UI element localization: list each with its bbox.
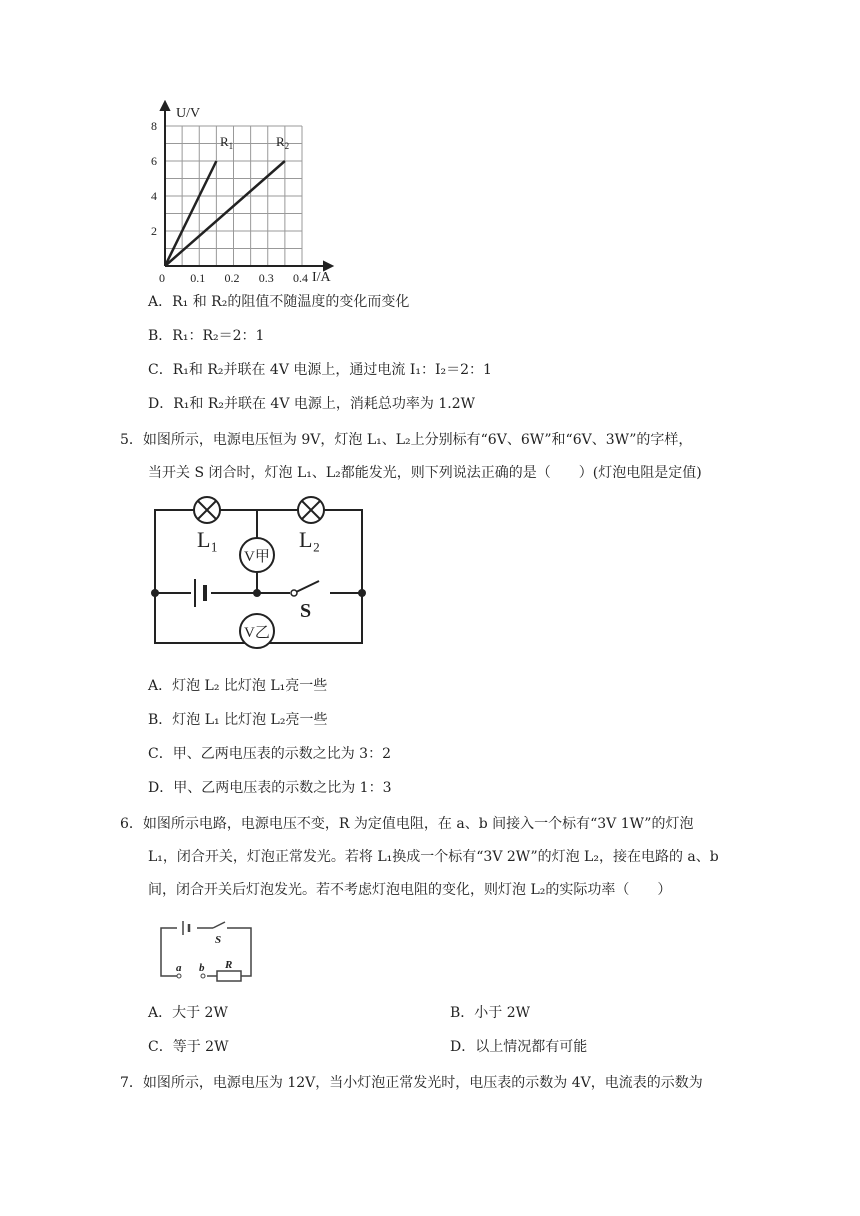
x-tick-label: 0.2 bbox=[224, 271, 240, 285]
voltmeter-yi-label: V乙 bbox=[244, 625, 270, 641]
q5-circuit-diagram bbox=[145, 495, 375, 653]
voltmeter-jia-label: V甲 bbox=[244, 549, 270, 565]
x-tick-label: 0.3 bbox=[258, 271, 274, 285]
q5-option-c[interactable]: C．甲、乙两电压表的示数之比为 3：2 bbox=[148, 746, 391, 762]
x-axis-label: I/A bbox=[312, 270, 331, 285]
y-tick-label: 8 bbox=[151, 119, 157, 133]
q5-option-b[interactable]: B．灯泡 L₁ 比灯泡 L₂亮一些 bbox=[148, 712, 328, 728]
ui-graph bbox=[140, 100, 340, 285]
y-axis-label: U/V bbox=[176, 106, 201, 121]
resistor-label: R bbox=[225, 959, 233, 971]
line-label-r1: $R_1$ bbox=[220, 134, 234, 151]
q6-option-d[interactable]: D．以上情况都有可能 bbox=[450, 1039, 588, 1055]
q6-stem-line2: L₁，闭合开关，灯泡正常发光。若将 L₁换成一个标有“3V 2W”的灯泡 L₂，接在电路的 a、b bbox=[148, 849, 719, 865]
q5-option-a[interactable]: A．灯泡 L₂ 比灯泡 L₁亮一些 bbox=[148, 678, 328, 694]
q6-circuit-diagram bbox=[155, 918, 260, 983]
q6-option-b[interactable]: B．小于 2W bbox=[450, 1005, 531, 1021]
lamp2-label: L₂ bbox=[299, 527, 321, 552]
x-tick-label: 0.4 bbox=[293, 271, 308, 285]
y-tick-label: 4 bbox=[151, 189, 157, 203]
y-tick-labels bbox=[151, 119, 157, 238]
q5-option-d[interactable]: D．甲、乙两电压表的示数之比为 1：3 bbox=[148, 780, 392, 796]
y-tick-label: 6 bbox=[151, 154, 157, 168]
graph-axes bbox=[161, 102, 332, 270]
y-tick-label: 2 bbox=[151, 224, 157, 238]
point-b-label: b bbox=[199, 962, 205, 974]
switch-label: S bbox=[215, 934, 222, 946]
line-label-r2: $R_2$ bbox=[276, 134, 290, 151]
q6-option-c[interactable]: C．等于 2W bbox=[148, 1039, 229, 1055]
q4-option-c[interactable]: C．R₁和 R₂并联在 4V 电源上，通过电流 I₁：I₂＝2：1 bbox=[148, 362, 492, 378]
point-a-label: a bbox=[176, 962, 182, 974]
q6-stem-line3: 间，闭合开关后灯泡发光。若不考虑灯泡电阻的变化，则灯泡 L₂的实际功率（ ） bbox=[148, 882, 672, 898]
q6-option-a[interactable]: A．大于 2W bbox=[148, 1005, 228, 1021]
x-tick-label: 0 bbox=[159, 271, 165, 285]
q4-option-d[interactable]: D．R₁和 R₂并联在 4V 电源上，消耗总功率为 1.2W bbox=[148, 396, 476, 412]
q7-stem-line1: 7．如图所示，电源电压为 12V，当小灯泡正常发光时，电压表的示数为 4V，电流表的示数为 bbox=[120, 1075, 703, 1091]
x-tick-labels bbox=[159, 271, 308, 285]
switch-label: S bbox=[300, 600, 312, 622]
q4-option-b[interactable]: B．R₁：R₂＝2：1 bbox=[148, 328, 265, 344]
x-tick-label: 0.1 bbox=[190, 271, 206, 285]
q5-stem-line1: 5．如图所示，电源电压恒为 9V，灯泡 L₁、L₂上分别标有“6V、6W”和“6V、3W”的字样， bbox=[120, 432, 693, 448]
q5-stem-line2: 当开关 S 闭合时，灯泡 L₁、L₂都能发光，则下列说法正确的是（ ）(灯泡电阻是定值) bbox=[148, 465, 702, 481]
lamp1-label: L₁ bbox=[197, 527, 219, 552]
q6-stem-line1: 6．如图所示电路，电源电压不变，R 为定值电阻，在 a、b 间接入一个标有“3V 1W”的灯泡 bbox=[120, 816, 694, 832]
q4-option-a[interactable]: A．R₁ 和 R₂的阻值不随温度的变化而变化 bbox=[148, 294, 410, 310]
